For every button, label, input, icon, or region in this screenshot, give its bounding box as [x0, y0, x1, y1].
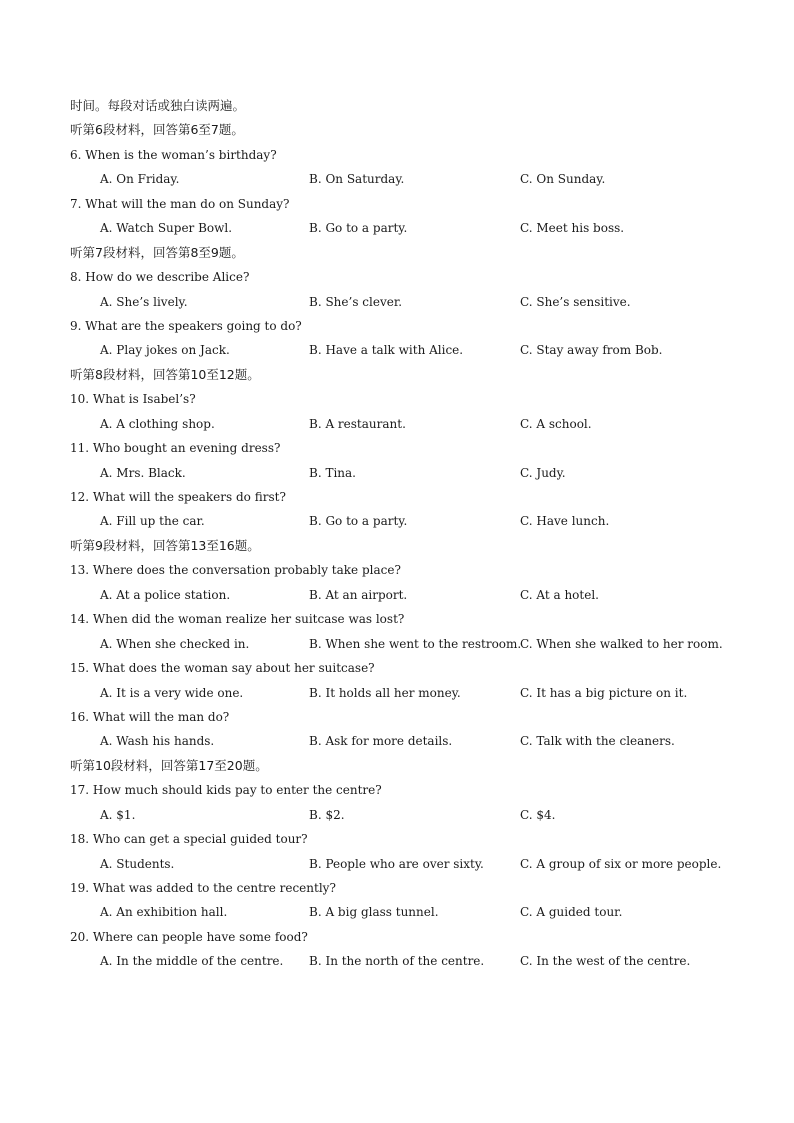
option-a: A. When she checked in.	[100, 636, 250, 651]
option-a: A. Mrs. Black.	[100, 465, 186, 480]
options-row	[70, 632, 730, 656]
section-title: 听第6段材料，回答第6至7题。	[70, 122, 244, 138]
intro-text: 时间。每段对话或独白读两遍。	[70, 98, 246, 113]
option-a: A. A clothing shop.	[100, 416, 215, 431]
options-row	[70, 900, 730, 924]
option-a: A. On Friday.	[100, 172, 180, 187]
option-a: A. At a police station.	[100, 587, 231, 602]
option-c: C. Meet his boss.	[520, 221, 625, 236]
option-a: A. $1.	[100, 807, 136, 822]
option-b: B. Go to a party.	[309, 514, 408, 529]
option-c: C. Stay away from Bob.	[520, 343, 663, 358]
question-stem: 6. When is the woman’s birthday?	[70, 147, 277, 162]
option-b: B. Go to a party.	[309, 221, 408, 236]
option-c: C. Talk with the cleaners.	[520, 734, 675, 749]
question-stem: 20. Where can people have some food?	[70, 929, 308, 944]
option-a: A. Wash his hands.	[100, 734, 215, 749]
option-b: B. It holds all her money.	[309, 685, 461, 700]
option-b: B. Ask for more details.	[309, 734, 453, 749]
options-row	[70, 290, 730, 314]
question-stem: 16. What will the man do?	[70, 709, 230, 724]
question-stem: 8. How do we describe Alice?	[70, 270, 250, 285]
option-c: C. It has a big picture on it.	[520, 685, 688, 700]
options-row	[70, 583, 730, 607]
option-b: B. Tina.	[309, 465, 356, 480]
option-c: C. On Sunday.	[520, 172, 606, 187]
question-stem: 7. What will the man do on Sunday?	[70, 196, 290, 211]
options-row	[70, 852, 730, 876]
question-stem: 9. What are the speakers going to do?	[70, 318, 302, 333]
option-c: C. In the west of the centre.	[520, 954, 691, 969]
option-a: A. Play jokes on Jack.	[100, 343, 230, 358]
option-c: C. Have lunch.	[520, 514, 610, 529]
option-a: A. Students.	[100, 856, 175, 871]
options-row	[70, 509, 730, 533]
option-c: C. When she walked to her room.	[520, 636, 723, 651]
options-row	[70, 338, 730, 362]
options-row	[70, 412, 730, 436]
options-row	[70, 167, 730, 191]
question-stem: 18. Who can get a special guided tour?	[70, 832, 308, 847]
question-stem: 13. Where does the conversation probably take place?	[70, 563, 401, 578]
option-b: B. A big glass tunnel.	[309, 905, 439, 920]
option-a: A. Watch Super Bowl.	[100, 221, 233, 236]
section-title: 听第7段材料，回答第8至9题。	[70, 244, 244, 260]
option-c: C. A group of six or more people.	[520, 856, 722, 871]
option-b: B. At an airport.	[309, 587, 408, 602]
option-b: B. People who are over sixty.	[309, 856, 484, 871]
question-stem: 19. What was added to the centre recently?	[70, 881, 336, 895]
option-b: B. In the north of the centre.	[309, 954, 485, 969]
option-a: A. She’s lively.	[100, 294, 188, 309]
question-stem: 17. How much should kids pay to enter the centre?	[70, 783, 382, 798]
option-c: C. She’s sensitive.	[520, 294, 631, 309]
question-stem: 12. What will the speakers do first?	[70, 490, 286, 504]
options-row	[70, 681, 730, 705]
option-b: B. On Saturday.	[309, 172, 405, 187]
option-a: A. Fill up the car.	[100, 514, 205, 529]
option-c: C. Judy.	[520, 465, 566, 480]
option-a: A. An exhibition hall.	[100, 905, 228, 920]
option-a: A. In the middle of the centre.	[100, 954, 284, 969]
option-b: B. When she went to the restroom.	[309, 636, 522, 651]
option-b: B. Have a talk with Alice.	[309, 343, 464, 358]
options-row	[70, 803, 730, 827]
option-a: A. It is a very wide one.	[100, 685, 244, 700]
option-c: C. At a hotel.	[520, 587, 599, 602]
option-c: C. A school.	[520, 416, 592, 431]
section-title: 听第10段材料，回答第17至20题。	[70, 757, 268, 773]
option-b: B. A restaurant.	[309, 416, 406, 431]
option-c: C. $4.	[520, 807, 556, 822]
option-b: B. $2.	[309, 807, 345, 822]
question-stem: 15. What does the woman say about her suitcase?	[70, 661, 375, 676]
section-title: 听第8段材料，回答第10至12题。	[70, 366, 260, 382]
options-row	[70, 729, 730, 753]
options-row	[70, 461, 730, 485]
option-b: B. She’s clever.	[309, 294, 403, 309]
options-row	[70, 216, 730, 240]
question-stem: 14. When did the woman realize her suitcase was lost?	[70, 612, 405, 627]
listening-content	[70, 94, 730, 974]
options-row	[70, 949, 730, 973]
question-stem: 11. Who bought an evening dress?	[70, 441, 281, 456]
question-stem: 10. What is Isabel’s?	[70, 392, 196, 407]
section-title: 听第9段材料，回答第13至16题。	[70, 537, 260, 553]
option-c: C. A guided tour.	[520, 905, 623, 920]
